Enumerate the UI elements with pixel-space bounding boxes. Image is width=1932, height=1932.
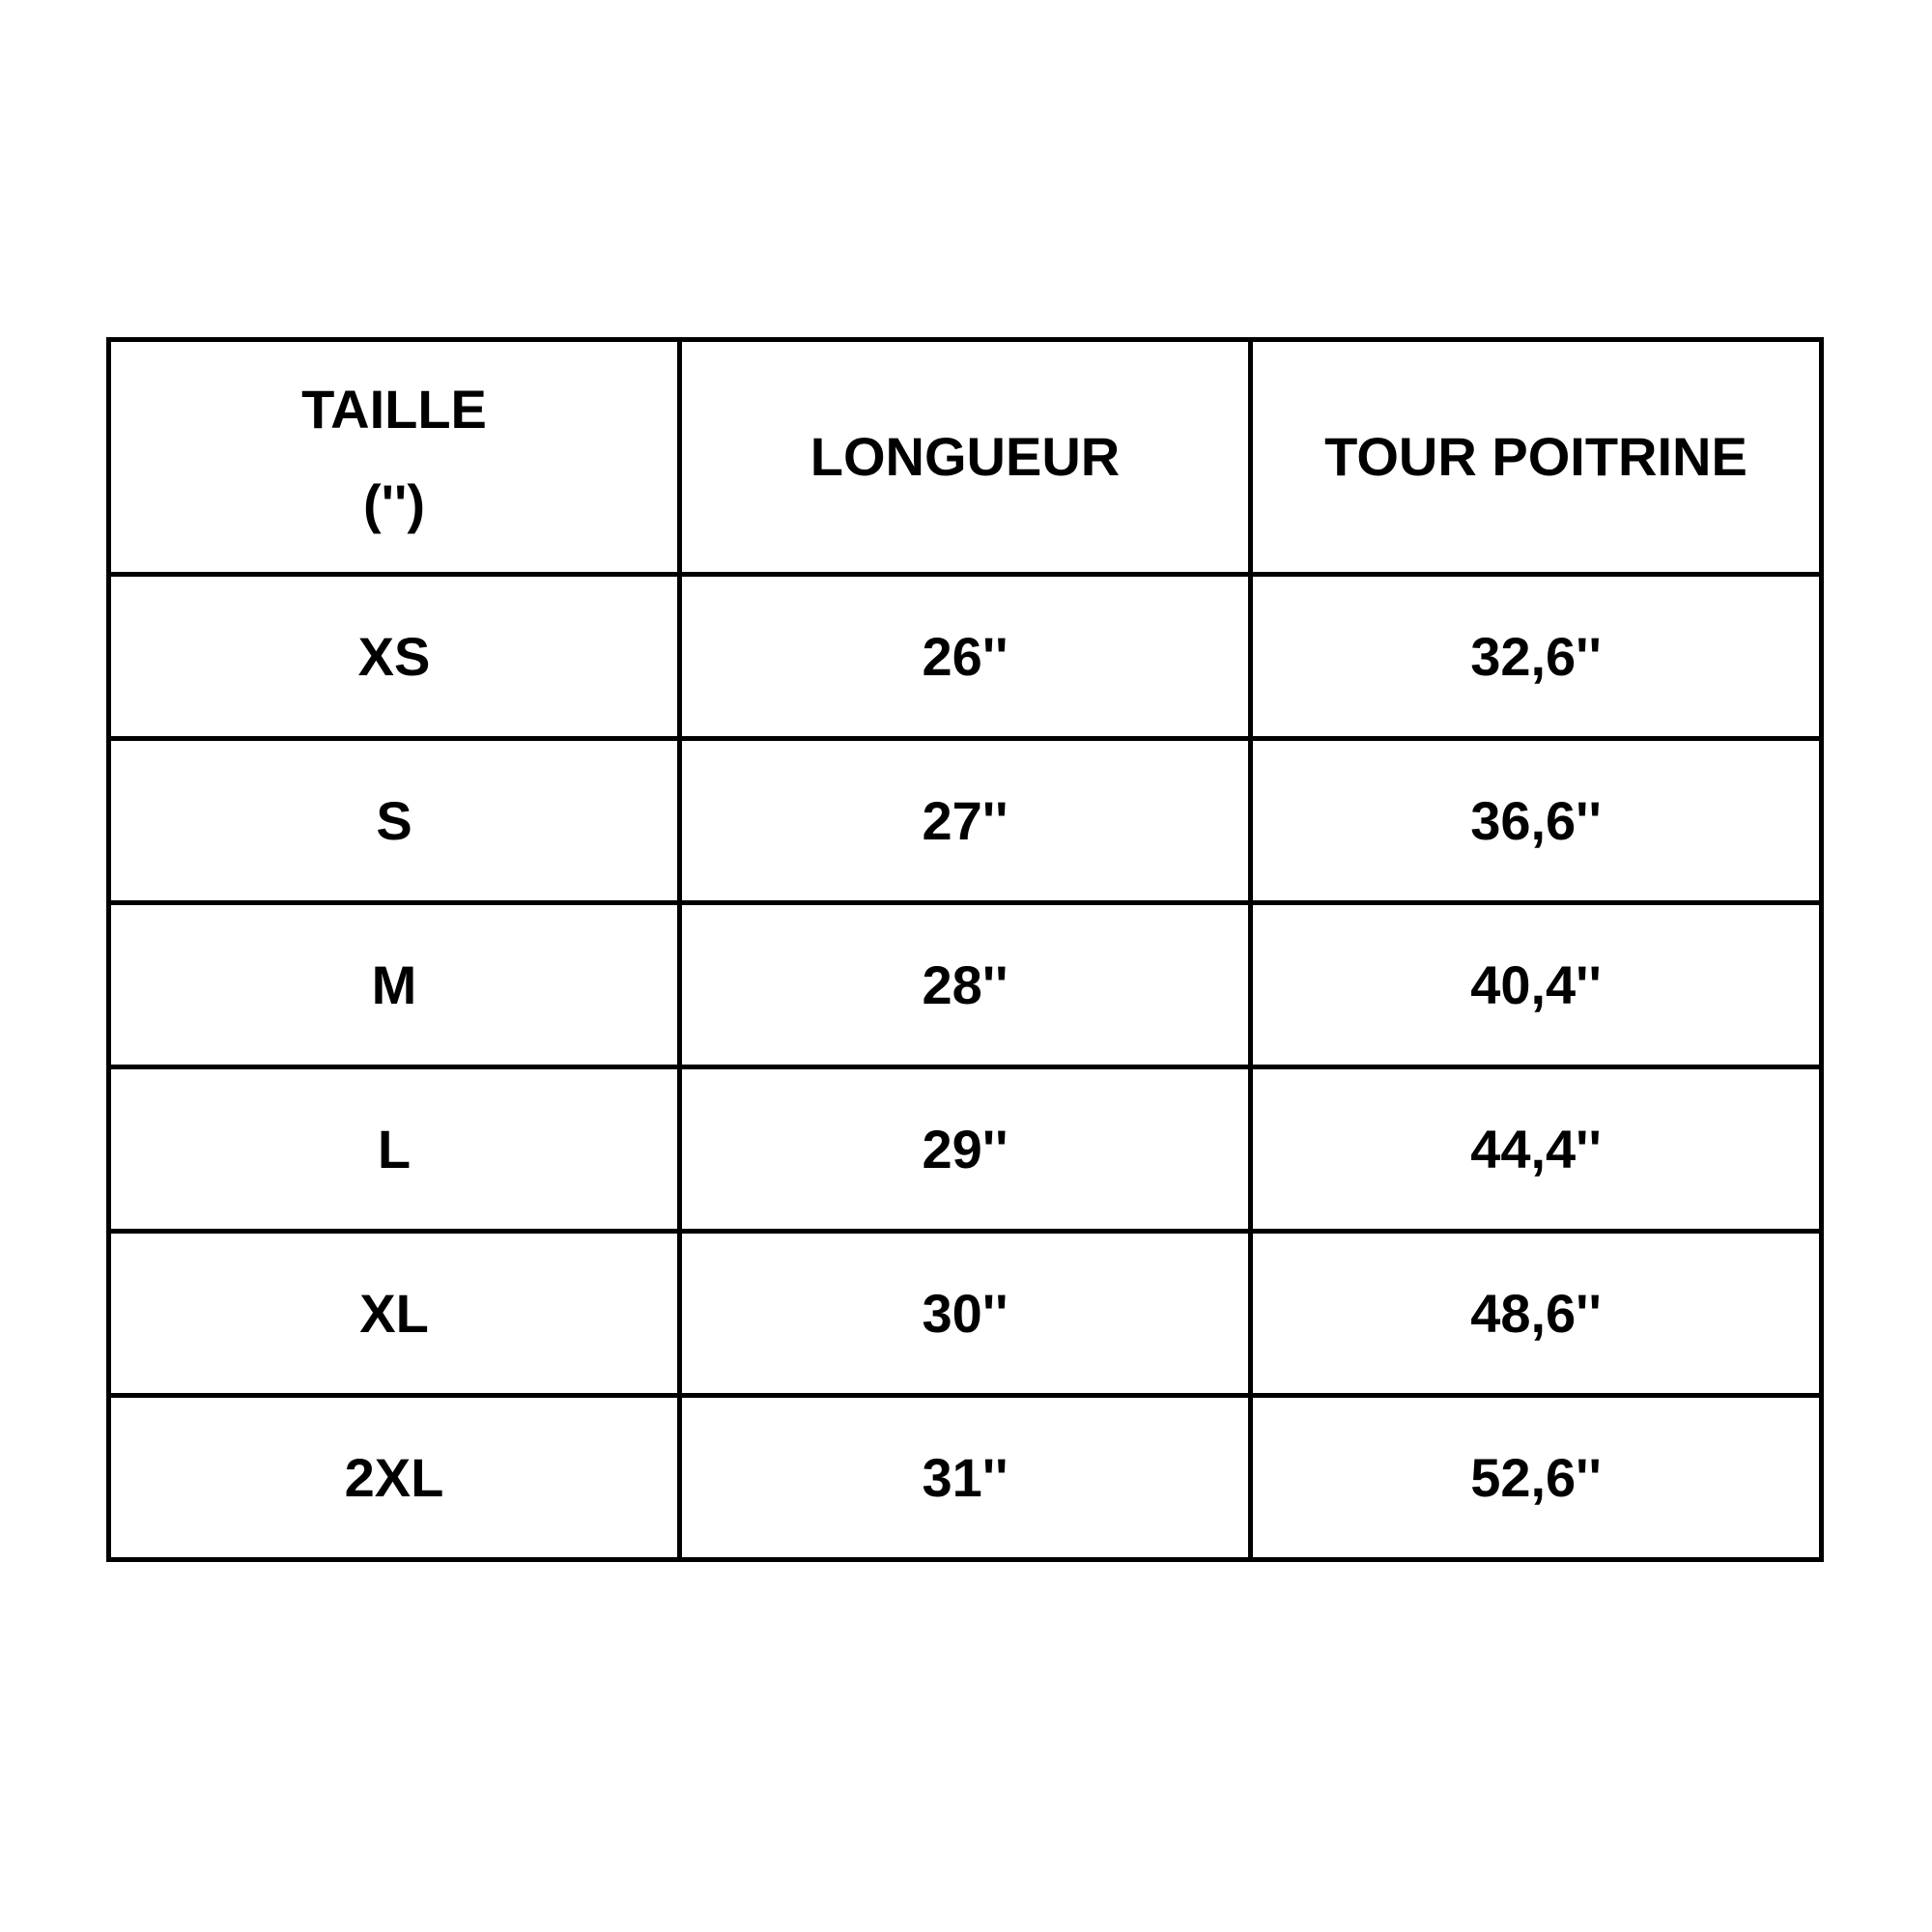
size-chart-table	[106, 337, 1824, 1562]
header-cell-taille	[109, 340, 680, 575]
cell-tour-poitrine: 44,4''	[1251, 1067, 1822, 1232]
table-row-xl	[109, 1232, 1822, 1396]
header-cell-tour-poitrine: TOUR POITRINE	[1251, 340, 1822, 575]
cell-tour-poitrine: 36,6''	[1251, 739, 1822, 903]
cell-longueur: 31''	[680, 1396, 1251, 1560]
table-row-m	[109, 903, 1822, 1067]
table-row-s	[109, 739, 1822, 903]
cell-longueur: 28''	[680, 903, 1251, 1067]
cell-longueur: 30''	[680, 1232, 1251, 1396]
cell-tour-poitrine: 52,6''	[1251, 1396, 1822, 1560]
cell-size: XL	[109, 1232, 680, 1396]
table-row-l	[109, 1067, 1822, 1232]
cell-size: XS	[109, 575, 680, 739]
header-cell-longueur: LONGUEUR	[680, 340, 1251, 575]
size-chart-body	[109, 575, 1822, 1560]
cell-longueur: 26''	[680, 575, 1251, 739]
table-row-2xl	[109, 1396, 1822, 1560]
cell-tour-poitrine: 40,4''	[1251, 903, 1822, 1067]
cell-longueur: 29''	[680, 1067, 1251, 1232]
cell-size: S	[109, 739, 680, 903]
table-row-xs	[109, 575, 1822, 739]
header-row	[109, 340, 1822, 575]
size-chart-header	[109, 340, 1822, 575]
cell-size: M	[109, 903, 680, 1067]
cell-longueur: 27''	[680, 739, 1251, 903]
cell-size: L	[109, 1067, 680, 1232]
header-taille-label: TAILLE	[301, 379, 487, 440]
cell-tour-poitrine: 48,6''	[1251, 1232, 1822, 1396]
cell-size: 2XL	[109, 1396, 680, 1560]
cell-tour-poitrine: 32,6''	[1251, 575, 1822, 739]
header-taille-unit: ('')	[363, 473, 425, 534]
